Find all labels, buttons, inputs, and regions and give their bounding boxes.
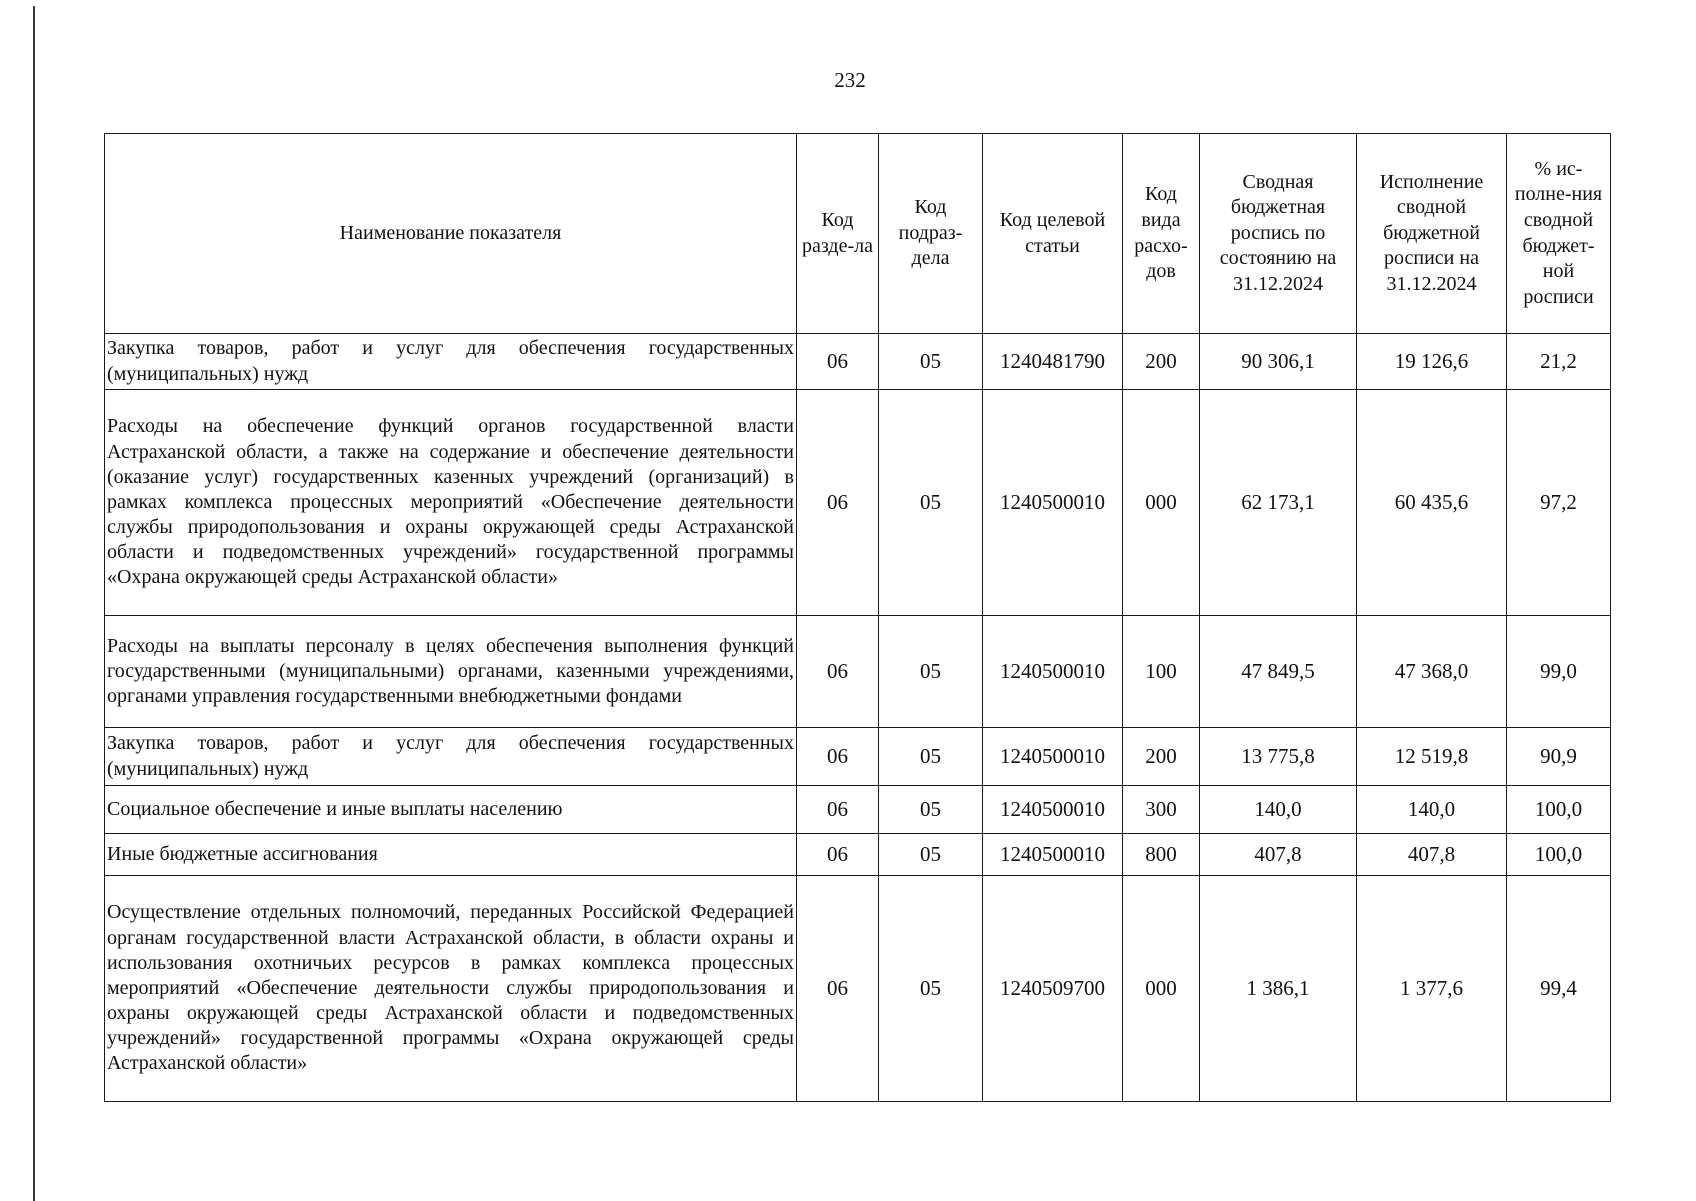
row-execution-percent: 100,0 <box>1507 834 1611 876</box>
row-budget-plan: 1 386,1 <box>1200 876 1357 1102</box>
header-expense-type-code: Код вида расхо-дов <box>1123 134 1200 334</box>
row-execution-percent: 99,0 <box>1507 616 1611 728</box>
header-budget-execution: Исполнение сводной бюджетной росписи на 31.12.2024 <box>1357 134 1507 334</box>
table-row <box>105 616 1611 728</box>
row-budget-plan: 62 173,1 <box>1200 390 1357 616</box>
row-expense-type-code: 200 <box>1123 334 1200 390</box>
row-expense-type-code: 000 <box>1123 876 1200 1102</box>
table-row <box>105 834 1611 876</box>
row-budget-execution: 140,0 <box>1357 786 1507 834</box>
row-subsection-code: 05 <box>879 786 983 834</box>
row-target-code: 1240481790 <box>983 334 1123 390</box>
table-row <box>105 334 1611 390</box>
row-expense-type-code: 200 <box>1123 728 1200 786</box>
header-budget-plan: Сводная бюджетная роспись по состоянию на 31.12.2024 <box>1200 134 1357 334</box>
row-budget-plan: 407,8 <box>1200 834 1357 876</box>
row-budget-execution: 407,8 <box>1357 834 1507 876</box>
row-section-code: 06 <box>797 390 879 616</box>
row-target-code: 1240500010 <box>983 616 1123 728</box>
row-target-code: 1240500010 <box>983 390 1123 616</box>
row-subsection-code: 05 <box>879 876 983 1102</box>
row-budget-plan: 140,0 <box>1200 786 1357 834</box>
row-expense-type-code: 100 <box>1123 616 1200 728</box>
row-subsection-code: 05 <box>879 390 983 616</box>
row-section-code: 06 <box>797 334 879 390</box>
row-execution-percent: 99,4 <box>1507 876 1611 1102</box>
row-name: Расходы на обеспечение функций органов государственной власти Астраханской области, а также на содержание и обеспечение деятельности (оказание услуг) государственных казенных учреждений (организаций) в рамках комплекса процессных мероприятий «Обеспечение деятельности службы природопользования и охраны окружающей среды Астраханской области и подведомственных учреждений» государственной программы «Охрана окружающей среды Астраханской области» <box>105 390 797 616</box>
row-execution-percent: 100,0 <box>1507 786 1611 834</box>
row-subsection-code: 05 <box>879 334 983 390</box>
row-expense-type-code: 300 <box>1123 786 1200 834</box>
table-row <box>105 390 1611 616</box>
row-budget-execution: 1 377,6 <box>1357 876 1507 1102</box>
row-name: Социальное обеспечение и иные выплаты населению <box>105 786 797 834</box>
table-row <box>105 786 1611 834</box>
budget-execution-table <box>104 133 1611 1102</box>
row-section-code: 06 <box>797 616 879 728</box>
row-target-code: 1240500010 <box>983 728 1123 786</box>
row-name: Осуществление отдельных полномочий, переданных Российской Федерацией органам государственной власти Астраханской области, в области охраны и использования охотничьих ресурсов в рамках комплекса процессных мероприятий «Обеспечение деятельности службы природопользования и охраны окружающей среды Астраханской области и подведомственных учреждений» государственной программы «Охрана окружающей среды Астраханской области» <box>105 876 797 1102</box>
row-budget-plan: 90 306,1 <box>1200 334 1357 390</box>
row-budget-plan: 13 775,8 <box>1200 728 1357 786</box>
header-section-code: Код разде-ла <box>797 134 879 334</box>
binding-margin-line <box>33 6 35 1201</box>
row-name: Расходы на выплаты персоналу в целях обеспечения выполнения функций государственными (муниципальными) органами, казенными учреждениями, органами управления государственными внебюджетными фондами <box>105 616 797 728</box>
page-number: 232 <box>834 68 866 92</box>
header-row <box>105 134 1611 334</box>
row-section-code: 06 <box>797 834 879 876</box>
row-subsection-code: 05 <box>879 616 983 728</box>
row-execution-percent: 97,2 <box>1507 390 1611 616</box>
row-subsection-code: 05 <box>879 728 983 786</box>
row-expense-type-code: 000 <box>1123 390 1200 616</box>
table-row <box>105 876 1611 1102</box>
header-execution-percent: % ис-полне-ния сводной бюджет-ной росписи <box>1507 134 1611 334</box>
row-budget-plan: 47 849,5 <box>1200 616 1357 728</box>
row-name: Закупка товаров, работ и услуг для обеспечения государственных (муниципальных) нужд <box>105 334 797 390</box>
header-name: Наименование показателя <box>105 134 797 334</box>
row-target-code: 1240500010 <box>983 834 1123 876</box>
row-expense-type-code: 800 <box>1123 834 1200 876</box>
row-execution-percent: 21,2 <box>1507 334 1611 390</box>
row-execution-percent: 90,9 <box>1507 728 1611 786</box>
row-subsection-code: 05 <box>879 834 983 876</box>
row-target-code: 1240509700 <box>983 876 1123 1102</box>
row-budget-execution: 19 126,6 <box>1357 334 1507 390</box>
row-target-code: 1240500010 <box>983 786 1123 834</box>
row-budget-execution: 12 519,8 <box>1357 728 1507 786</box>
row-section-code: 06 <box>797 786 879 834</box>
row-budget-execution: 47 368,0 <box>1357 616 1507 728</box>
row-name: Закупка товаров, работ и услуг для обеспечения государственных (муниципальных) нужд <box>105 728 797 786</box>
row-budget-execution: 60 435,6 <box>1357 390 1507 616</box>
row-name: Иные бюджетные ассигнования <box>105 834 797 876</box>
header-subsection-code: Код подраз-дела <box>879 134 983 334</box>
row-section-code: 06 <box>797 728 879 786</box>
row-section-code: 06 <box>797 876 879 1102</box>
header-target-code: Код целевой статьи <box>983 134 1123 334</box>
table-row <box>105 728 1611 786</box>
